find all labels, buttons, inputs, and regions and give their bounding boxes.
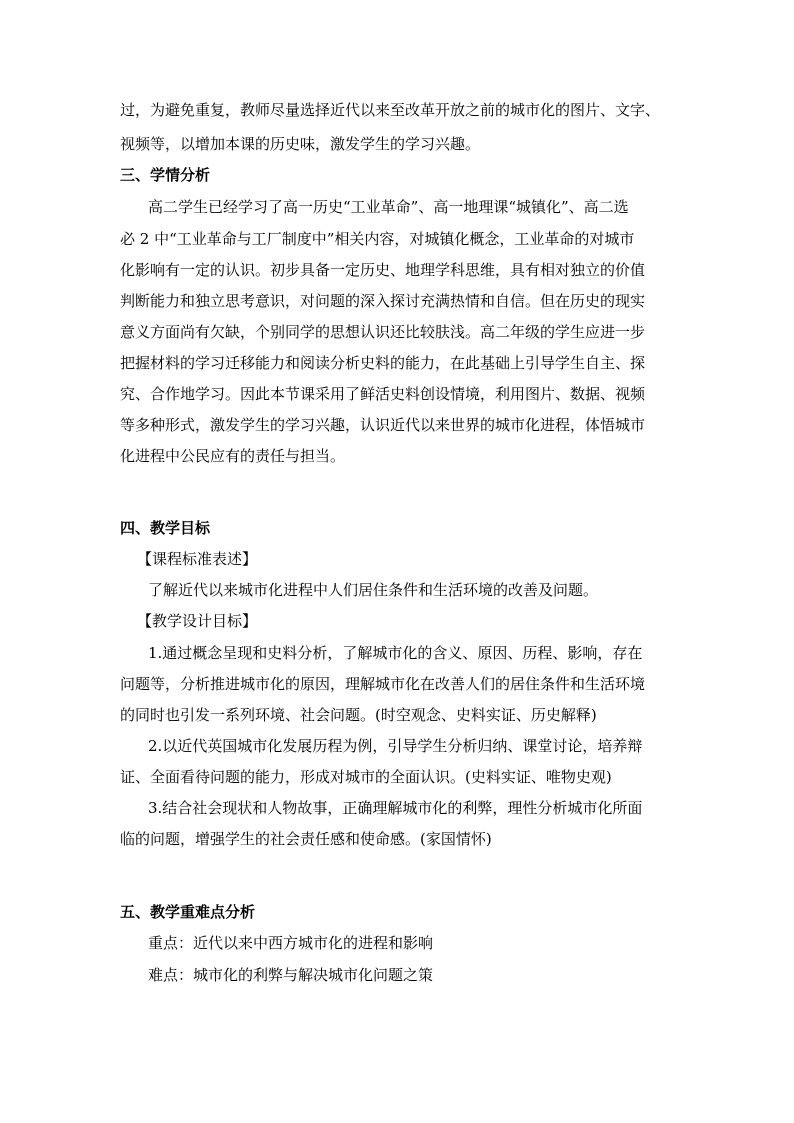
paragraph-line: 意义方面尚有欠缺，个别同学的思想认识还比较肤浅。高二年级的学生应进一步 (120, 323, 646, 341)
paragraph-line: 化影响有一定的认识。初步具备一定历史、地理学科思维，具有相对独立的价值 (120, 261, 646, 279)
goal-2-line: 证、全面看待问题的能力，形成对城市的全面认识。(史料实证、唯物史观) (120, 768, 612, 786)
design-goal-label: 【教学设计目标】 (137, 612, 258, 630)
paragraph-line: 高二学生已经学习了高一历史“工业革命”、高一地理课“城镇化”、高二选 (148, 198, 629, 216)
section-heading-teaching-goals: 四、教学目标 (120, 519, 211, 537)
paragraph-line: 过，为避免重复，教师尽量选择近代以来至改革开放之前的城市化的图片、文字、 (120, 101, 661, 119)
curriculum-standard-text: 了解近代以来城市化进程中人们居住条件和生活环境的改善及问题。 (148, 581, 599, 599)
paragraph-line: 把握材料的学习迁移能力和阅读分析史料的能力，在此基础上引导学生自主、探 (120, 354, 646, 372)
section-heading-key-difficult-points: 五、教学重难点分析 (120, 903, 256, 921)
goal-2-line: 2.以近代英国城市化发展历程为例，引导学生分析归纳、课堂讨论，培养辩 (148, 737, 643, 755)
paragraph-line: 究、合作地学习。因此本节课采用了鲜活史料创设情境，利用图片、数据、视频 (120, 385, 646, 403)
key-point-text: 重点：近代以来中西方城市化的进程和影响 (148, 934, 434, 952)
paragraph-line: 必 2 中“工业革命与工厂制度中”相关内容，对城镇化概念，工业革命的对城市 (120, 230, 635, 248)
goal-1-line: 的同时也引发一系列环境、社会问题。(时空观念、史料实证、历史解释) (120, 706, 597, 724)
goal-1-line: 1.通过概念呈现和史料分析，了解城市化的含义、原因、历程、影响，存在 (148, 644, 643, 662)
goal-1-line: 问题等，分析推进城市化的原因，理解城市化在改善人们的居住条件和生活环境 (120, 675, 646, 693)
curriculum-standard-label: 【课程标准表述】 (137, 550, 258, 568)
section-heading-learner-analysis: 三、学情分析 (120, 166, 211, 184)
paragraph-line: 化进程中公民应有的责任与担当。 (120, 447, 346, 465)
goal-3-line: 临的问题，增强学生的社会责任感和使命感。(家国情怀) (120, 830, 492, 848)
difficult-point-text: 难点：城市化的利弊与解决城市化问题之策 (148, 966, 434, 984)
paragraph-line: 等多种形式，激发学生的学习兴趣，认识近代以来世界的城市化进程，体悟城市 (120, 416, 646, 434)
paragraph-line: 视频等，以增加本课的历史味，激发学生的学习兴趣。 (120, 135, 481, 153)
paragraph-line: 判断能力和独立思考意识，对问题的深入探讨充满热情和自信。但在历史的现实 (120, 292, 646, 310)
goal-3-line: 3.结合社会现状和人物故事，正确理解城市化的利弊，理性分析城市化所面 (148, 799, 643, 817)
